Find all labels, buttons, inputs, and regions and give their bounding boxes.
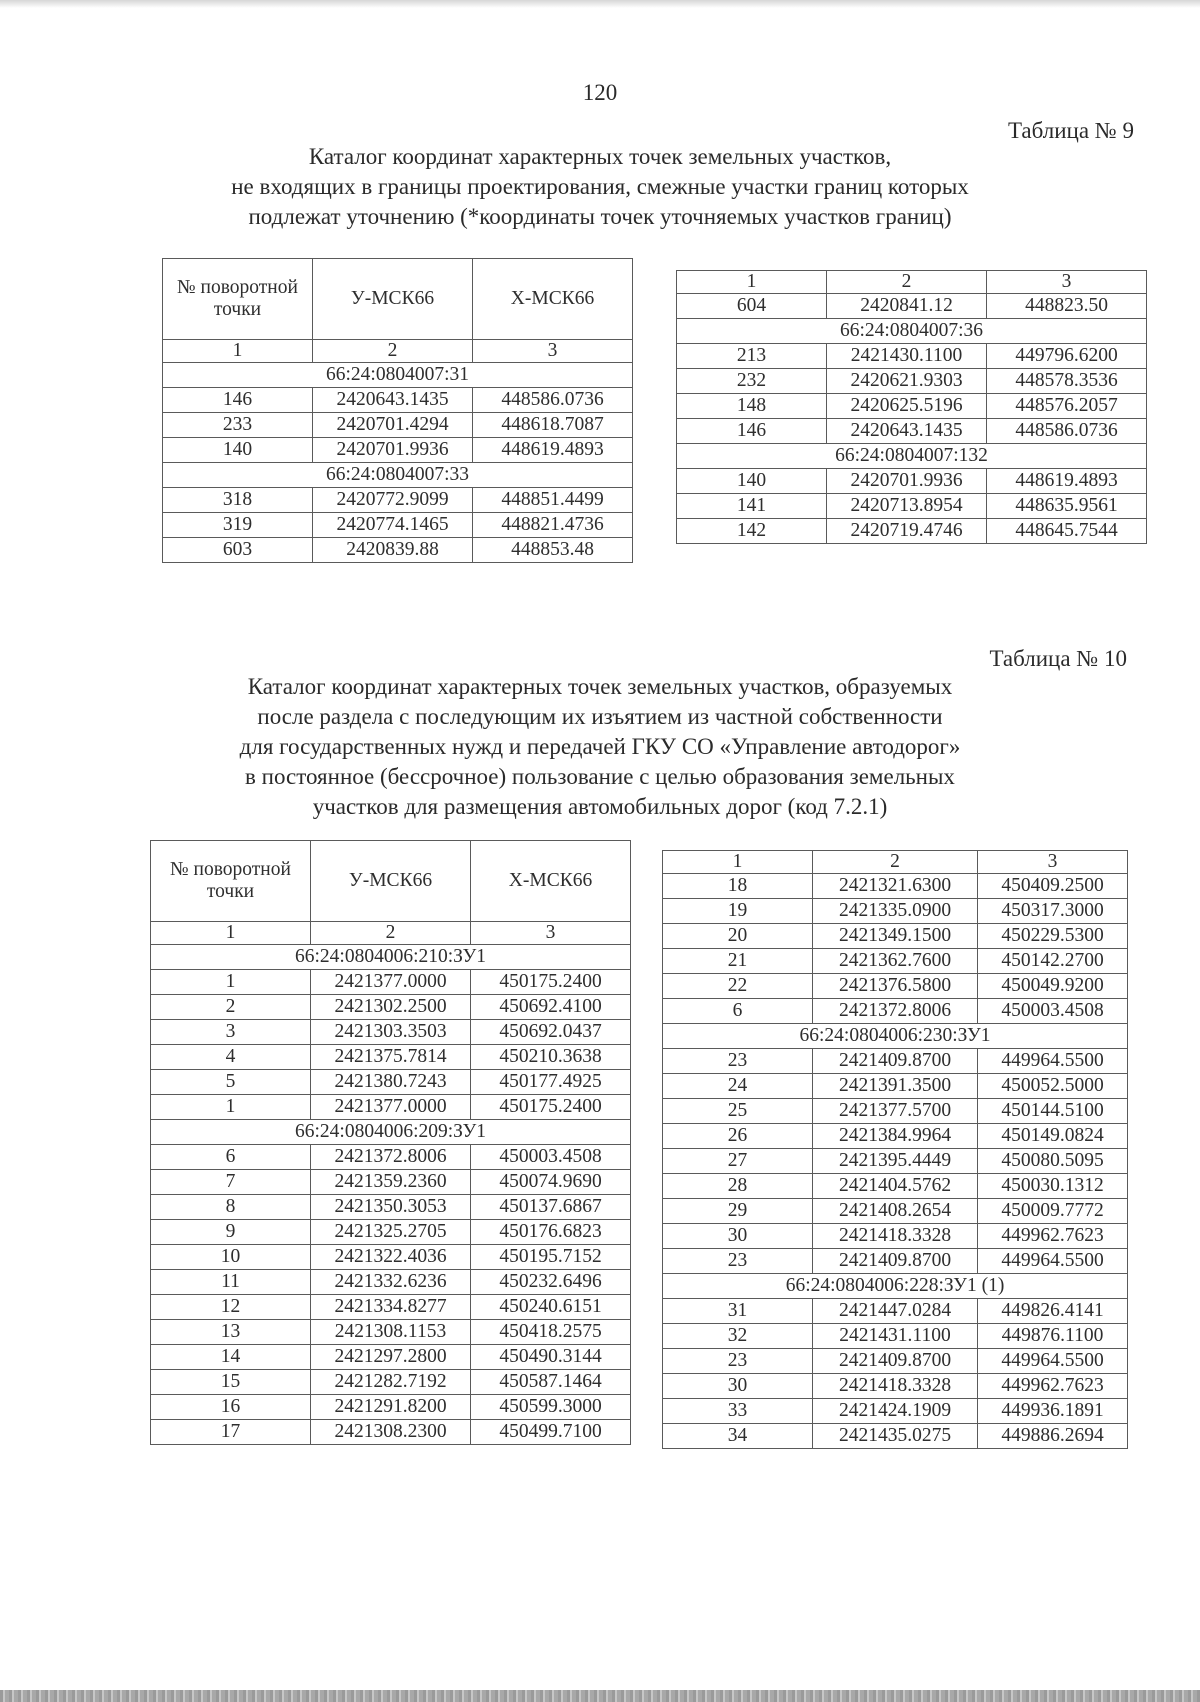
table-row bbox=[151, 1020, 631, 1045]
table-row bbox=[663, 1374, 1128, 1399]
point-number: 1 bbox=[151, 1095, 311, 1120]
table-row bbox=[151, 1370, 631, 1395]
column-number: 2 bbox=[311, 922, 471, 945]
point-number: 233 bbox=[163, 413, 313, 438]
y-coordinate: 2420772.9099 bbox=[313, 488, 473, 513]
table-row bbox=[677, 419, 1147, 444]
page-number: 120 bbox=[582, 80, 618, 105]
table-row bbox=[151, 1145, 631, 1170]
cadastral-number: 66:24:0804006:230:ЗУ1 bbox=[663, 1024, 1128, 1049]
point-number: 12 bbox=[151, 1295, 311, 1320]
table-row bbox=[663, 1149, 1128, 1174]
y-coordinate: 2421302.2500 bbox=[311, 995, 471, 1020]
x-coordinate: 450599.3000 bbox=[471, 1395, 631, 1420]
point-number: 23 bbox=[663, 1349, 813, 1374]
group-row bbox=[677, 444, 1147, 469]
y-coordinate: 2421377.5700 bbox=[813, 1099, 978, 1124]
column-number: 2 bbox=[313, 340, 473, 363]
x-coordinate: 450499.7100 bbox=[471, 1420, 631, 1445]
y-coordinate: 2421384.9964 bbox=[813, 1124, 978, 1149]
table-row bbox=[663, 1074, 1128, 1099]
x-coordinate: 450177.4925 bbox=[471, 1070, 631, 1095]
point-number: 148 bbox=[677, 394, 827, 419]
header-x-coordinate: Х-МСК66 bbox=[473, 259, 633, 340]
table-row bbox=[663, 1049, 1128, 1074]
point-number: 22 bbox=[663, 974, 813, 999]
table-row bbox=[151, 1095, 631, 1120]
point-number: 16 bbox=[151, 1395, 311, 1420]
point-number: 28 bbox=[663, 1174, 813, 1199]
x-coordinate: 450003.4508 bbox=[471, 1145, 631, 1170]
cadastral-number: 66:24:0804006:209:ЗУ1 bbox=[151, 1120, 631, 1145]
y-coordinate: 2421321.6300 bbox=[813, 874, 978, 899]
title-line: не входящих в границы проектирования, смежные участки границ которых bbox=[231, 174, 969, 199]
table-row bbox=[663, 1399, 1128, 1424]
title-line: после раздела с последующим их изъятием из частной собственности bbox=[257, 704, 943, 729]
title-line: подлежат уточнению (*координаты точек уточняемых участков границ) bbox=[248, 204, 952, 229]
x-coordinate: 448586.0736 bbox=[987, 419, 1147, 444]
table-row bbox=[663, 1349, 1128, 1374]
table-row bbox=[677, 369, 1147, 394]
point-number: 24 bbox=[663, 1074, 813, 1099]
point-number: 140 bbox=[677, 469, 827, 494]
table-row bbox=[677, 394, 1147, 419]
x-coordinate: 450074.9690 bbox=[471, 1170, 631, 1195]
point-number: 319 bbox=[163, 513, 313, 538]
point-number: 5 bbox=[151, 1070, 311, 1095]
y-coordinate: 2421391.3500 bbox=[813, 1074, 978, 1099]
x-coordinate: 450229.5300 bbox=[978, 924, 1128, 949]
table-row bbox=[151, 1295, 631, 1320]
point-number: 33 bbox=[663, 1399, 813, 1424]
point-number: 29 bbox=[663, 1199, 813, 1224]
table-row bbox=[663, 1224, 1128, 1249]
header-point-number: № поворотной точки bbox=[151, 841, 311, 922]
title-line: в постоянное (бессрочное) пользование с целью образования земельных bbox=[245, 764, 955, 789]
y-coordinate: 2421409.8700 bbox=[813, 1349, 978, 1374]
point-number: 21 bbox=[663, 949, 813, 974]
y-coordinate: 2420643.1435 bbox=[827, 419, 987, 444]
table9-label: Таблица № 9 bbox=[1007, 118, 1134, 143]
y-coordinate: 2421325.2705 bbox=[311, 1220, 471, 1245]
table-row bbox=[151, 1345, 631, 1370]
x-coordinate: 450317.3000 bbox=[978, 899, 1128, 924]
table-row bbox=[163, 538, 633, 563]
table-row bbox=[663, 1099, 1128, 1124]
point-number: 31 bbox=[663, 1299, 813, 1324]
point-number: 23 bbox=[663, 1049, 813, 1074]
y-coordinate: 2421409.8700 bbox=[813, 1049, 978, 1074]
y-coordinate: 2421409.8700 bbox=[813, 1249, 978, 1274]
group-row bbox=[163, 363, 633, 388]
y-coordinate: 2421303.3503 bbox=[311, 1020, 471, 1045]
x-coordinate: 448853.48 bbox=[473, 538, 633, 563]
point-number: 15 bbox=[151, 1370, 311, 1395]
table10-right-table bbox=[662, 850, 1128, 1449]
x-coordinate: 448823.50 bbox=[987, 294, 1147, 319]
point-number: 9 bbox=[151, 1220, 311, 1245]
point-number: 8 bbox=[151, 1195, 311, 1220]
table10-label: Таблица № 10 bbox=[989, 646, 1127, 671]
cadastral-number: 66:24:0804006:228:ЗУ1 (1) bbox=[663, 1274, 1128, 1299]
x-coordinate: 450009.7772 bbox=[978, 1199, 1128, 1224]
table9-left-table bbox=[162, 258, 633, 563]
table-row bbox=[663, 949, 1128, 974]
y-coordinate: 2421322.4036 bbox=[311, 1245, 471, 1270]
y-coordinate: 2420621.9303 bbox=[827, 369, 987, 394]
point-number: 34 bbox=[663, 1424, 813, 1449]
point-number: 232 bbox=[677, 369, 827, 394]
table-row bbox=[677, 494, 1147, 519]
table-row bbox=[163, 413, 633, 438]
x-coordinate: 449962.7623 bbox=[978, 1224, 1128, 1249]
group-row bbox=[151, 945, 631, 970]
y-coordinate: 2421372.8006 bbox=[311, 1145, 471, 1170]
column-number-row bbox=[163, 340, 633, 363]
x-coordinate: 450490.3144 bbox=[471, 1345, 631, 1370]
x-coordinate: 448619.4893 bbox=[987, 469, 1147, 494]
table-row bbox=[677, 469, 1147, 494]
table-row bbox=[151, 1420, 631, 1445]
point-number: 3 bbox=[151, 1020, 311, 1045]
point-number: 2 bbox=[151, 995, 311, 1020]
table-row bbox=[151, 995, 631, 1020]
x-coordinate: 450587.1464 bbox=[471, 1370, 631, 1395]
point-number: 30 bbox=[663, 1374, 813, 1399]
table-row bbox=[151, 1070, 631, 1095]
y-coordinate: 2421350.3053 bbox=[311, 1195, 471, 1220]
table-row bbox=[163, 388, 633, 413]
header-y-coordinate: У-МСК66 bbox=[311, 841, 471, 922]
table-row bbox=[663, 1199, 1128, 1224]
table-row bbox=[663, 974, 1128, 999]
y-coordinate: 2421282.7192 bbox=[311, 1370, 471, 1395]
x-coordinate: 450080.5095 bbox=[978, 1149, 1128, 1174]
table-row bbox=[163, 513, 633, 538]
point-number: 25 bbox=[663, 1099, 813, 1124]
point-number: 23 bbox=[663, 1249, 813, 1274]
point-number: 7 bbox=[151, 1170, 311, 1195]
table-row bbox=[677, 294, 1147, 319]
y-coordinate: 2421297.2800 bbox=[311, 1345, 471, 1370]
table9-right-table bbox=[676, 270, 1147, 544]
y-coordinate: 2421431.1100 bbox=[813, 1324, 978, 1349]
y-coordinate: 2421334.8277 bbox=[311, 1295, 471, 1320]
table-row bbox=[663, 899, 1128, 924]
table-row bbox=[151, 1220, 631, 1245]
point-number: 6 bbox=[151, 1145, 311, 1170]
table-row bbox=[663, 1324, 1128, 1349]
point-number: 26 bbox=[663, 1124, 813, 1149]
scan-edge-bottom bbox=[0, 1690, 1200, 1702]
table-row bbox=[163, 488, 633, 513]
x-coordinate: 450175.2400 bbox=[471, 970, 631, 995]
title-line: Каталог координат характерных точек земельных участков, bbox=[308, 144, 892, 169]
table-row bbox=[663, 1299, 1128, 1324]
cadastral-number: 66:24:0804007:36 bbox=[677, 319, 1147, 344]
point-number: 10 bbox=[151, 1245, 311, 1270]
x-coordinate: 448619.4893 bbox=[473, 438, 633, 463]
y-coordinate: 2421375.7814 bbox=[311, 1045, 471, 1070]
point-number: 6 bbox=[663, 999, 813, 1024]
x-coordinate: 450030.1312 bbox=[978, 1174, 1128, 1199]
column-number-row bbox=[663, 851, 1128, 874]
table-row bbox=[663, 1424, 1128, 1449]
x-coordinate: 450692.4100 bbox=[471, 995, 631, 1020]
y-coordinate: 2421308.1153 bbox=[311, 1320, 471, 1345]
y-coordinate: 2420701.9936 bbox=[313, 438, 473, 463]
point-number: 18 bbox=[663, 874, 813, 899]
group-row bbox=[677, 319, 1147, 344]
header-y-coordinate: У-МСК66 bbox=[313, 259, 473, 340]
x-coordinate: 450149.0824 bbox=[978, 1124, 1128, 1149]
cadastral-number: 66:24:0804006:210:ЗУ1 bbox=[151, 945, 631, 970]
column-number: 3 bbox=[473, 340, 633, 363]
x-coordinate: 448851.4499 bbox=[473, 488, 633, 513]
point-number: 19 bbox=[663, 899, 813, 924]
point-number: 1 bbox=[151, 970, 311, 995]
cadastral-number: 66:24:0804007:31 bbox=[163, 363, 633, 388]
table-row bbox=[677, 519, 1147, 544]
y-coordinate: 2421372.8006 bbox=[813, 999, 978, 1024]
table10-title bbox=[60, 672, 1140, 822]
column-number-row bbox=[151, 922, 631, 945]
x-coordinate: 450232.6496 bbox=[471, 1270, 631, 1295]
column-number: 3 bbox=[987, 271, 1147, 294]
table-row bbox=[151, 1195, 631, 1220]
x-coordinate: 448586.0736 bbox=[473, 388, 633, 413]
x-coordinate: 448576.2057 bbox=[987, 394, 1147, 419]
x-coordinate: 449796.6200 bbox=[987, 344, 1147, 369]
x-coordinate: 450142.2700 bbox=[978, 949, 1128, 974]
x-coordinate: 448635.9561 bbox=[987, 494, 1147, 519]
scan-edge-top bbox=[0, 0, 1200, 8]
table-row bbox=[663, 1249, 1128, 1274]
x-coordinate: 449886.2694 bbox=[978, 1424, 1128, 1449]
group-row bbox=[151, 1120, 631, 1145]
point-number: 142 bbox=[677, 519, 827, 544]
column-number: 1 bbox=[677, 271, 827, 294]
table-row bbox=[151, 1320, 631, 1345]
y-coordinate: 2421291.8200 bbox=[311, 1395, 471, 1420]
x-coordinate: 450409.2500 bbox=[978, 874, 1128, 899]
point-number: 141 bbox=[677, 494, 827, 519]
x-coordinate: 448821.4736 bbox=[473, 513, 633, 538]
table10-left-table bbox=[150, 840, 631, 1445]
point-number: 140 bbox=[163, 438, 313, 463]
point-number: 318 bbox=[163, 488, 313, 513]
header-point-number: № поворотной точки bbox=[163, 259, 313, 340]
y-coordinate: 2421377.0000 bbox=[311, 970, 471, 995]
point-number: 27 bbox=[663, 1149, 813, 1174]
point-number: 146 bbox=[163, 388, 313, 413]
y-coordinate: 2421332.6236 bbox=[311, 1270, 471, 1295]
table-row bbox=[663, 999, 1128, 1024]
title-line: для государственных нужд и передачей ГКУ СО «Управление автодорог» bbox=[239, 734, 961, 759]
y-coordinate: 2421359.2360 bbox=[311, 1170, 471, 1195]
header-row bbox=[151, 841, 631, 922]
table-row bbox=[663, 1124, 1128, 1149]
group-row bbox=[163, 463, 633, 488]
y-coordinate: 2420625.5196 bbox=[827, 394, 987, 419]
point-number: 20 bbox=[663, 924, 813, 949]
x-coordinate: 450175.2400 bbox=[471, 1095, 631, 1120]
x-coordinate: 449936.1891 bbox=[978, 1399, 1128, 1424]
column-number: 3 bbox=[471, 922, 631, 945]
y-coordinate: 2421418.3328 bbox=[813, 1374, 978, 1399]
point-number: 213 bbox=[677, 344, 827, 369]
x-coordinate: 449962.7623 bbox=[978, 1374, 1128, 1399]
y-coordinate: 2421447.0284 bbox=[813, 1299, 978, 1324]
y-coordinate: 2421424.1909 bbox=[813, 1399, 978, 1424]
y-coordinate: 2421430.1100 bbox=[827, 344, 987, 369]
x-coordinate: 450049.9200 bbox=[978, 974, 1128, 999]
y-coordinate: 2420701.9936 bbox=[827, 469, 987, 494]
x-coordinate: 449964.5500 bbox=[978, 1249, 1128, 1274]
column-number: 1 bbox=[163, 340, 313, 363]
y-coordinate: 2421349.1500 bbox=[813, 924, 978, 949]
table9-title bbox=[60, 142, 1140, 232]
y-coordinate: 2420774.1465 bbox=[313, 513, 473, 538]
table-row bbox=[151, 1170, 631, 1195]
table-row bbox=[151, 1395, 631, 1420]
x-coordinate: 450210.3638 bbox=[471, 1045, 631, 1070]
group-row bbox=[663, 1024, 1128, 1049]
column-number: 1 bbox=[663, 851, 813, 874]
x-coordinate: 450692.0437 bbox=[471, 1020, 631, 1045]
point-number: 604 bbox=[677, 294, 827, 319]
y-coordinate: 2420719.4746 bbox=[827, 519, 987, 544]
x-coordinate: 450176.6823 bbox=[471, 1220, 631, 1245]
y-coordinate: 2421377.0000 bbox=[311, 1095, 471, 1120]
column-number: 3 bbox=[978, 851, 1128, 874]
table-row bbox=[677, 344, 1147, 369]
y-coordinate: 2420839.88 bbox=[313, 538, 473, 563]
column-number: 2 bbox=[827, 271, 987, 294]
table-row bbox=[163, 438, 633, 463]
point-number: 30 bbox=[663, 1224, 813, 1249]
x-coordinate: 449964.5500 bbox=[978, 1049, 1128, 1074]
table-row bbox=[151, 1245, 631, 1270]
x-coordinate: 450003.4508 bbox=[978, 999, 1128, 1024]
point-number: 11 bbox=[151, 1270, 311, 1295]
y-coordinate: 2420701.4294 bbox=[313, 413, 473, 438]
x-coordinate: 448618.7087 bbox=[473, 413, 633, 438]
table-row bbox=[151, 1045, 631, 1070]
x-coordinate: 449876.1100 bbox=[978, 1324, 1128, 1349]
y-coordinate: 2421404.5762 bbox=[813, 1174, 978, 1199]
point-number: 4 bbox=[151, 1045, 311, 1070]
point-number: 32 bbox=[663, 1324, 813, 1349]
y-coordinate: 2421408.2654 bbox=[813, 1199, 978, 1224]
x-coordinate: 450144.5100 bbox=[978, 1099, 1128, 1124]
y-coordinate: 2421395.4449 bbox=[813, 1149, 978, 1174]
point-number: 14 bbox=[151, 1345, 311, 1370]
y-coordinate: 2421376.5800 bbox=[813, 974, 978, 999]
x-coordinate: 450240.6151 bbox=[471, 1295, 631, 1320]
point-number: 146 bbox=[677, 419, 827, 444]
group-row bbox=[663, 1274, 1128, 1299]
x-coordinate: 450418.2575 bbox=[471, 1320, 631, 1345]
point-number: 13 bbox=[151, 1320, 311, 1345]
column-number-row bbox=[677, 271, 1147, 294]
y-coordinate: 2420643.1435 bbox=[313, 388, 473, 413]
table-row bbox=[663, 924, 1128, 949]
point-number: 17 bbox=[151, 1420, 311, 1445]
y-coordinate: 2421418.3328 bbox=[813, 1224, 978, 1249]
header-x-coordinate: Х-МСК66 bbox=[471, 841, 631, 922]
table-row bbox=[151, 970, 631, 995]
x-coordinate: 450052.5000 bbox=[978, 1074, 1128, 1099]
x-coordinate: 449964.5500 bbox=[978, 1349, 1128, 1374]
x-coordinate: 449826.4141 bbox=[978, 1299, 1128, 1324]
y-coordinate: 2421335.0900 bbox=[813, 899, 978, 924]
y-coordinate: 2420841.12 bbox=[827, 294, 987, 319]
y-coordinate: 2421435.0275 bbox=[813, 1424, 978, 1449]
title-line: Каталог координат характерных точек земельных участков, образуемых bbox=[247, 674, 953, 699]
point-number: 603 bbox=[163, 538, 313, 563]
y-coordinate: 2420713.8954 bbox=[827, 494, 987, 519]
column-number: 2 bbox=[813, 851, 978, 874]
table-row bbox=[151, 1270, 631, 1295]
x-coordinate: 450137.6867 bbox=[471, 1195, 631, 1220]
table-row bbox=[663, 1174, 1128, 1199]
y-coordinate: 2421308.2300 bbox=[311, 1420, 471, 1445]
x-coordinate: 450195.7152 bbox=[471, 1245, 631, 1270]
cadastral-number: 66:24:0804007:33 bbox=[163, 463, 633, 488]
cadastral-number: 66:24:0804007:132 bbox=[677, 444, 1147, 469]
header-row bbox=[163, 259, 633, 340]
title-line: участков для размещения автомобильных дорог (код 7.2.1) bbox=[312, 794, 888, 819]
x-coordinate: 448645.7544 bbox=[987, 519, 1147, 544]
y-coordinate: 2421362.7600 bbox=[813, 949, 978, 974]
column-number: 1 bbox=[151, 922, 311, 945]
y-coordinate: 2421380.7243 bbox=[311, 1070, 471, 1095]
table-row bbox=[663, 874, 1128, 899]
x-coordinate: 448578.3536 bbox=[987, 369, 1147, 394]
